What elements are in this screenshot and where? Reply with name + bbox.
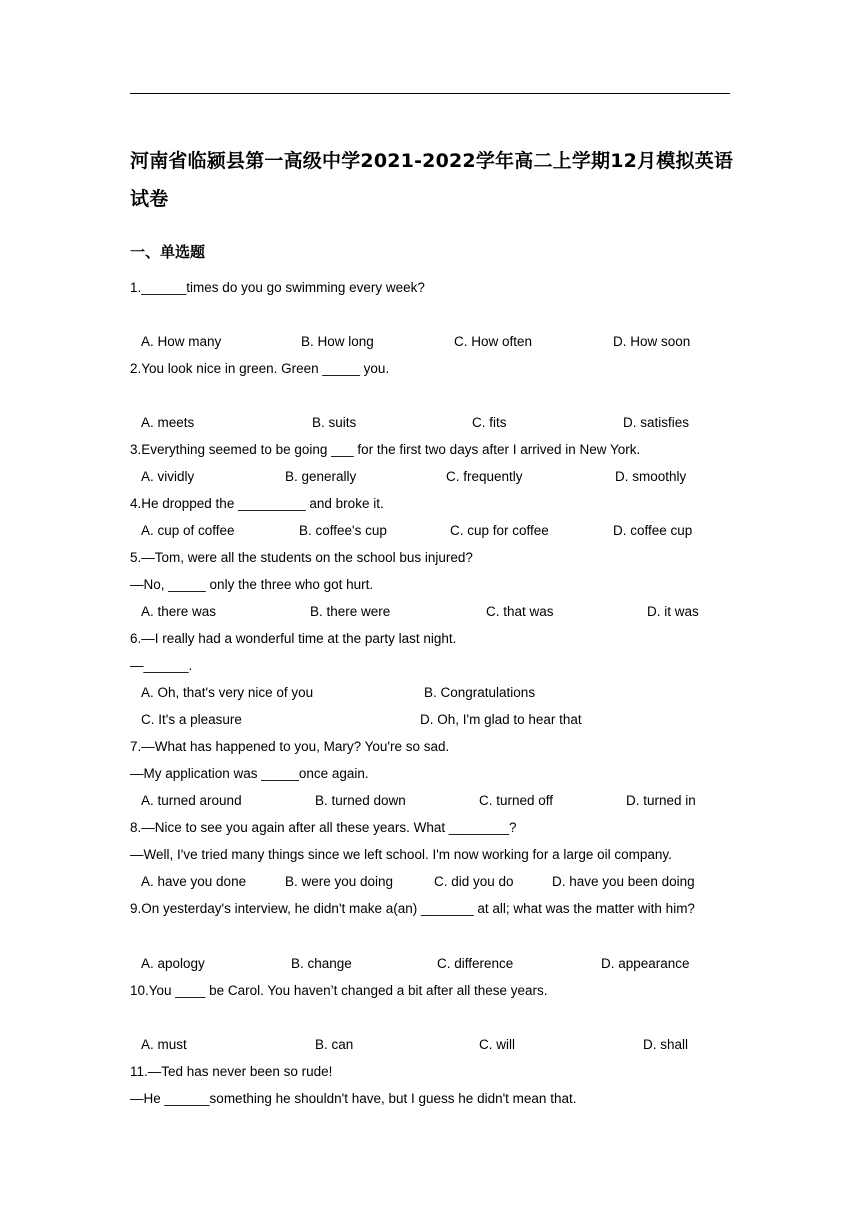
q5-option-a: A. there was <box>141 604 217 619</box>
q8-option-b: B. were you doing <box>285 874 394 889</box>
question-3-stem: 3.Everything seemed to be going ___ for the first two days after I arrived in New York. <box>130 442 641 457</box>
q2-option-a: A. meets <box>141 415 195 430</box>
q4-option-c: C. cup for coffee <box>450 523 549 538</box>
q10-option-d: D. shall <box>643 1037 689 1052</box>
question-9-stem: 9.On yesterday's interview, he didn't make a(an) _______ at all; what was the matter with him? <box>130 901 695 916</box>
question-4-stem: 4.He dropped the _________ and broke it. <box>130 496 384 511</box>
q4-option-d: D. coffee cup <box>613 523 693 538</box>
q1-option-c: C. How often <box>454 334 533 349</box>
q3-option-c: C. frequently <box>446 469 523 484</box>
q7-option-d: D. turned in <box>626 793 696 808</box>
q8-option-c: C. did you do <box>434 874 514 889</box>
question-11-stem: 11.—Ted has never been so rude! <box>130 1064 333 1079</box>
q6-option-d: D. Oh, I'm glad to hear that <box>420 712 582 727</box>
q9-option-d: D. appearance <box>601 956 690 971</box>
q6-option-c: C. It's a pleasure <box>141 712 242 727</box>
page-title: 河南省临颍县第一高级中学2021-2022学年高二上学期12月模拟英语试卷 <box>130 150 734 210</box>
q5-option-d: D. it was <box>647 604 699 619</box>
question-6-reply: —______. <box>130 658 193 673</box>
q9-option-a: A. apology <box>141 956 205 971</box>
q8-option-d: D. have you been doing <box>552 874 695 889</box>
question-6-stem: 6.—I really had a wonderful time at the party last night. <box>130 631 457 646</box>
q1-option-d: D. How soon <box>613 334 691 349</box>
question-7-stem: 7.—What has happened to you, Mary? You're so sad. <box>130 739 450 754</box>
q1-option-b: B. How long <box>301 334 374 349</box>
question-2-stem: 2.You look nice in green. Green _____ you. <box>130 361 390 376</box>
question-7-reply: —My application was _____once again. <box>130 766 369 781</box>
q8-option-a: A. have you done <box>141 874 247 889</box>
q9-option-b: B. change <box>291 956 352 971</box>
q3-option-a: A. vividly <box>141 469 195 484</box>
q4-option-b: B. coffee's cup <box>299 523 387 538</box>
question-1-stem: 1.______times do you go swimming every week? <box>130 280 425 295</box>
question-8-stem: 8.—Nice to see you again after all these years. What ________? <box>130 820 517 835</box>
q7-option-a: A. turned around <box>141 793 242 808</box>
header-rule <box>130 93 730 94</box>
q7-option-c: C. turned off <box>479 793 554 808</box>
question-5-stem: 5.—Tom, were all the students on the school bus injured? <box>130 550 473 565</box>
question-10-stem: 10.You ____ be Carol. You haven’t changed a bit after all these years. <box>130 983 548 998</box>
section-heading: 一、单选题 <box>130 243 206 261</box>
q6-option-b: B. Congratulations <box>424 685 536 700</box>
question-8-reply: —Well, I've tried many things since we left school. I'm now working for a large oil company. <box>130 847 672 862</box>
q3-option-b: B. generally <box>285 469 357 484</box>
q3-option-d: D. smoothly <box>615 469 687 484</box>
q9-option-c: C. difference <box>437 956 514 971</box>
q7-option-b: B. turned down <box>315 793 406 808</box>
question-5-reply: —No, _____ only the three who got hurt. <box>130 577 374 592</box>
q10-option-c: C. will <box>479 1037 515 1052</box>
question-11-reply: —He ______something he shouldn't have, but I guess he didn't mean that. <box>130 1091 577 1106</box>
q6-option-a: A. Oh, that's very nice of you <box>141 685 314 700</box>
q2-option-b: B. suits <box>312 415 357 430</box>
q2-option-c: C. fits <box>472 415 507 430</box>
q1-option-a: A. How many <box>141 334 222 349</box>
q5-option-b: B. there were <box>310 604 391 619</box>
q10-option-b: B. can <box>315 1037 354 1052</box>
q5-option-c: C. that was <box>486 604 554 619</box>
q4-option-a: A. cup of coffee <box>141 523 235 538</box>
q10-option-a: A. must <box>141 1037 187 1052</box>
q2-option-d: D. satisfies <box>623 415 690 430</box>
